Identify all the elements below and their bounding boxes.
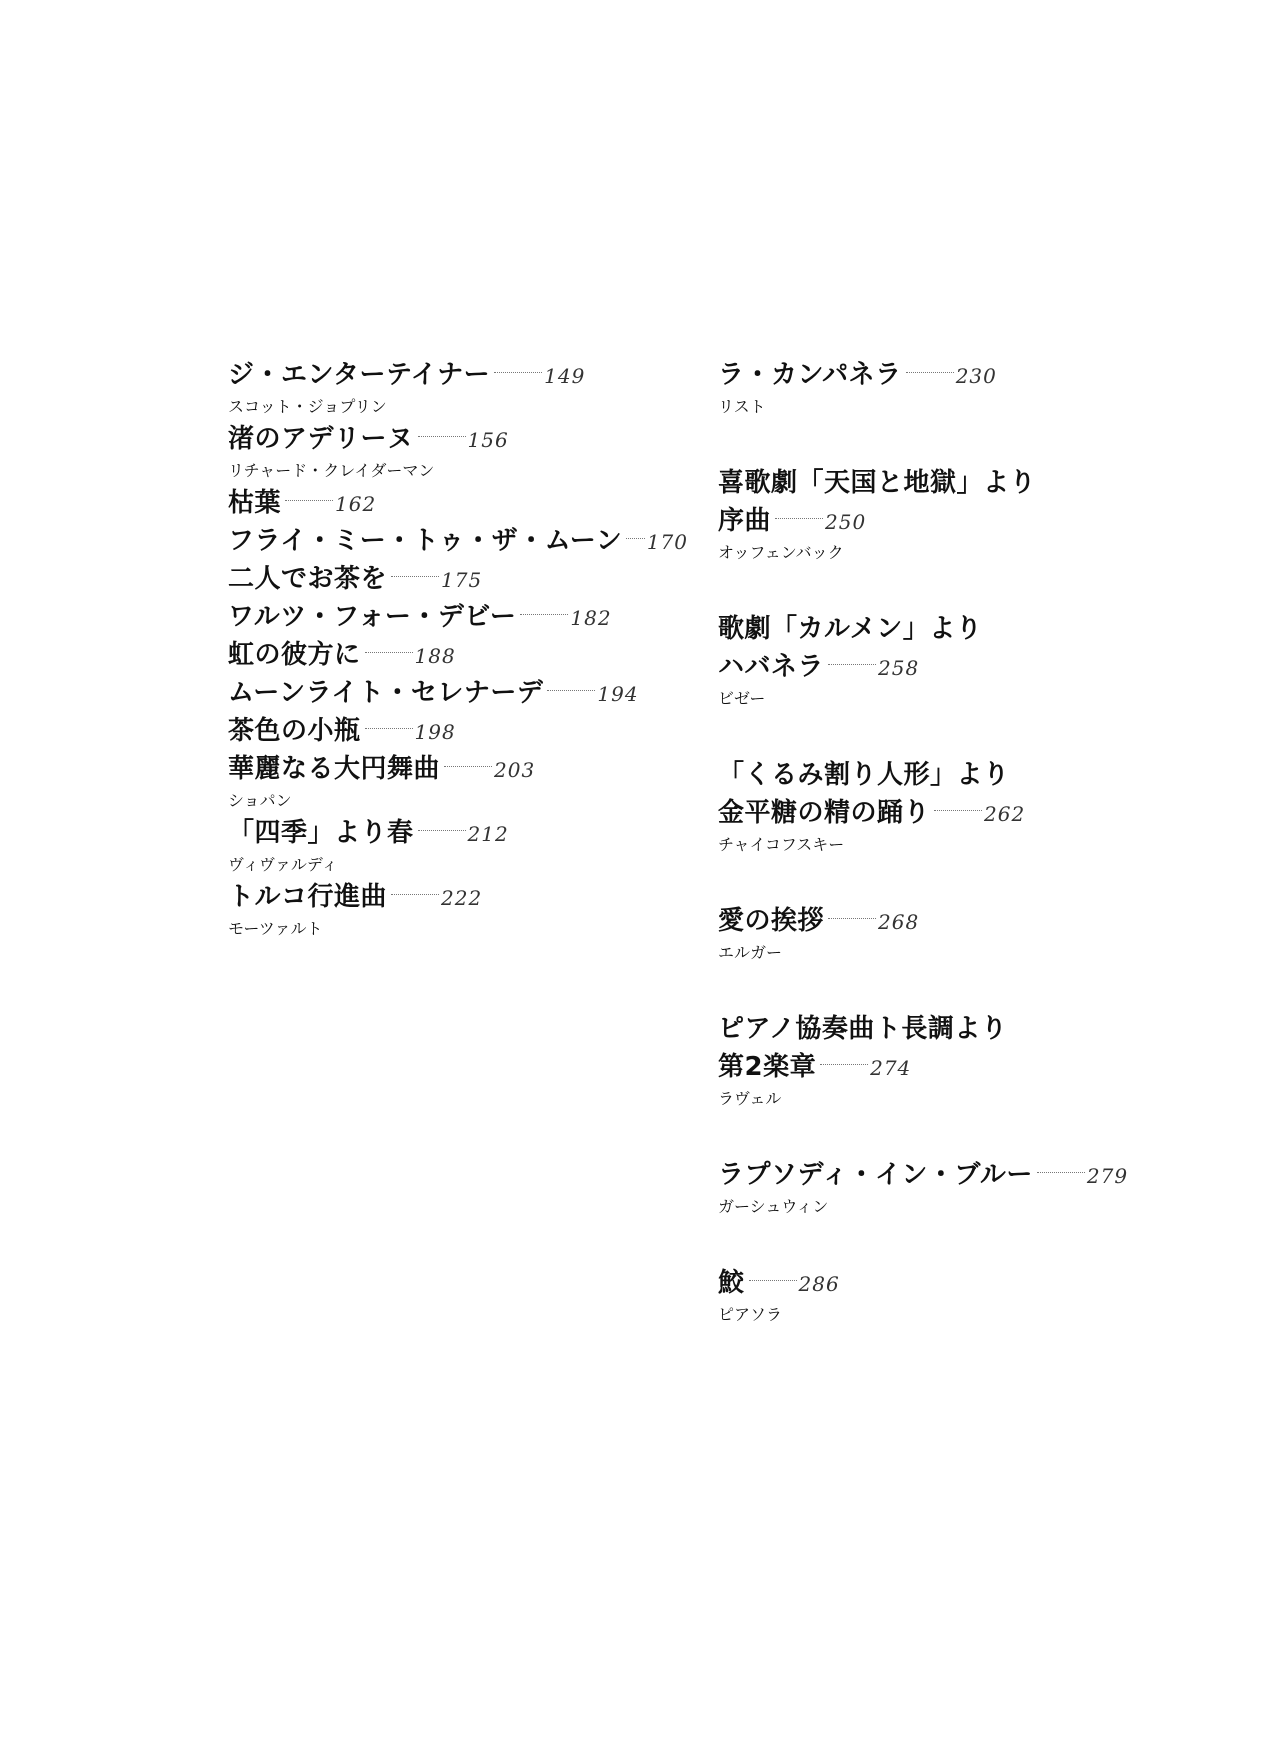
toc-left-column <box>228 356 688 942</box>
song-title: 二人でお茶を <box>228 564 388 594</box>
song-title: フライ・ミー・トゥ・ザ・ムーン <box>228 526 623 556</box>
dot-leader <box>391 894 439 895</box>
song-title: 「四季」より春 <box>228 818 414 848</box>
song-title: 第2楽章 <box>718 1052 817 1082</box>
page-number: 279 <box>1086 1164 1129 1188</box>
dot-leader <box>828 918 876 919</box>
toc-entry <box>228 814 688 878</box>
composer-name: ショパン <box>228 791 292 810</box>
page-number: 182 <box>570 606 612 630</box>
page-number: 230 <box>955 364 997 388</box>
song-title: 枯葉 <box>228 488 282 518</box>
dot-leader <box>365 652 413 653</box>
page-number: 222 <box>441 886 483 910</box>
toc-entry <box>718 610 1138 712</box>
song-title: ラ・カンパネラ <box>718 360 902 390</box>
toc-entry <box>228 560 688 598</box>
composer-name: モーツァルト <box>228 919 323 938</box>
page-number: 149 <box>544 364 586 388</box>
toc-entry <box>228 420 688 484</box>
song-title: 茶色の小瓶 <box>228 716 361 746</box>
dot-leader <box>820 1064 868 1065</box>
song-title-prefix: 喜歌劇「天国と地獄」より <box>718 468 1037 498</box>
toc-entry <box>228 674 688 712</box>
toc-entry <box>228 522 688 560</box>
composer-name: ガーシュウィン <box>718 1197 829 1216</box>
song-title: ハバネラ <box>718 652 825 682</box>
song-title: 虹の彼方に <box>228 640 361 670</box>
page-number: 162 <box>335 492 377 516</box>
composer-name: リチャード・クレイダーマン <box>228 461 435 480</box>
song-title: 華麗なる大円舞曲 <box>228 754 441 784</box>
dot-leader <box>520 614 568 615</box>
song-title: ラプソディ・イン・ブルー <box>718 1160 1033 1190</box>
song-title: 渚のアデリーヌ <box>228 424 414 454</box>
composer-name: ピアソラ <box>718 1305 783 1324</box>
toc-entry <box>228 636 688 674</box>
dot-leader <box>285 500 333 501</box>
toc-right-column <box>718 356 1138 1328</box>
dot-leader <box>749 1280 797 1281</box>
song-title: ムーンライト・セレナーデ <box>228 678 544 708</box>
dot-leader <box>418 830 466 831</box>
toc-entry <box>228 750 688 814</box>
song-title-prefix: ピアノ協奏曲ト長調より <box>718 1014 1008 1044</box>
page-number: 250 <box>825 510 867 534</box>
song-title: 愛の挨拶 <box>718 906 825 936</box>
page-number: 262 <box>984 802 1026 826</box>
toc-entry <box>718 902 1138 966</box>
toc-entry <box>718 1156 1138 1220</box>
toc-entry <box>228 878 688 942</box>
composer-name: リスト <box>718 397 766 416</box>
page-number: 156 <box>467 428 509 452</box>
dot-leader <box>1037 1172 1085 1173</box>
composer-name: ラヴェル <box>718 1089 782 1108</box>
dot-leader <box>934 810 982 811</box>
toc-entry <box>718 1010 1138 1112</box>
song-title: 鮫 <box>718 1268 745 1298</box>
song-title-prefix: 歌劇「カルメン」より <box>718 614 983 644</box>
page-number: 203 <box>494 758 536 782</box>
dot-leader <box>775 518 823 519</box>
toc-entry <box>228 712 688 750</box>
song-title: トルコ行進曲 <box>228 882 388 912</box>
dot-leader <box>444 766 492 767</box>
page-number: 175 <box>441 568 483 592</box>
dot-leader <box>391 576 439 577</box>
page-number: 188 <box>414 644 456 668</box>
composer-name: エルガー <box>718 943 783 962</box>
page-number: 212 <box>467 822 509 846</box>
song-title: ジ・エンターテイナー <box>228 360 491 390</box>
page-number: 170 <box>646 530 688 554</box>
page-number: 274 <box>870 1056 912 1080</box>
toc-entry <box>228 484 688 522</box>
composer-name: スコット・ジョプリン <box>228 397 387 416</box>
dot-leader <box>365 728 413 729</box>
toc-entry <box>718 756 1138 858</box>
composer-name: ヴィヴァルディ <box>228 855 338 874</box>
dot-leader <box>828 664 876 665</box>
dot-leader <box>418 436 466 437</box>
page-number: 194 <box>597 682 639 706</box>
composer-name: オッフェンバック <box>718 543 844 562</box>
dot-leader <box>626 538 645 539</box>
toc-entry <box>718 356 1138 420</box>
toc-entry <box>718 1264 1138 1328</box>
composer-name: ビゼー <box>718 689 766 708</box>
page-number: 258 <box>878 656 920 680</box>
song-title: 序曲 <box>718 506 772 536</box>
page-number: 268 <box>878 910 920 934</box>
page-number: 286 <box>798 1272 840 1296</box>
song-title-prefix: 「くるみ割り人形」より <box>718 760 1010 790</box>
toc-entry <box>228 356 688 420</box>
toc-entry <box>718 464 1138 566</box>
song-title: ワルツ・フォー・デビー <box>228 602 517 632</box>
composer-name: チャイコフスキー <box>718 835 845 854</box>
toc-entry <box>228 598 688 636</box>
page-number: 198 <box>414 720 456 744</box>
dot-leader <box>906 372 954 373</box>
dot-leader <box>494 372 542 373</box>
song-title: 金平糖の精の踊り <box>718 798 931 828</box>
dot-leader <box>547 690 595 691</box>
